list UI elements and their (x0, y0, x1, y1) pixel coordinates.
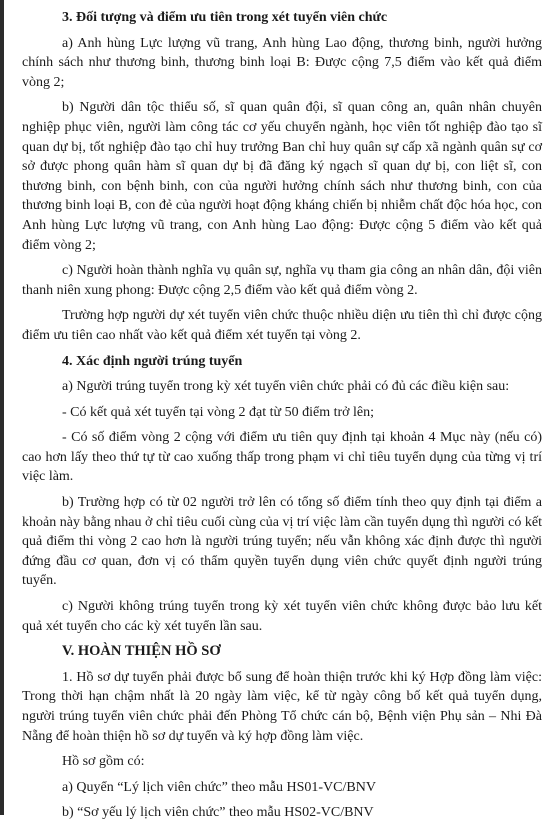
section-v-paragraph-1: 1. Hồ sơ dự tuyển phải được bổ sung để hoàn thiện trước khi ký Hợp đồng làm việc: Trong thời hạn chậm nhất là 20 ngày làm việc, kể từ ngày công bố kết quả tuyển dụng, người trúng tuyển viên chức phải đến Phòng Tổ chức cán bộ, Bệnh viện Phụ sản – Nhi Đà Nẵng để hoàn thiện hồ sơ dự tuyển và ký hợp đồng làm việc. (22, 669, 542, 744)
section-v-intro: Hồ sơ gồm có: (62, 754, 145, 770)
scan-edge-bar (0, 0, 4, 815)
section-4-heading: 4. Xác định người trúng tuyển (62, 353, 243, 369)
section-4-item-b: b) Trường hợp có từ 02 người trở lên có tổng số điểm tính theo quy định tại điểm a khoản này bằng nhau ở chỉ tiêu cuối cùng của vị trí việc làm cần tuyển dụng thì người có kết quả điểm thi vòng 2 cao hơn là người trúng tuyển; nếu vẫn không xác định được thì người đứng đầu cơ quan, đơn vị có thẩm quyền tuyển dụng viên chức quyết định người trúng tuyển. (22, 495, 542, 589)
section-v-item-a: a) Quyển “Lý lịch viên chức” theo mẫu HS01-VC/BNV (62, 779, 376, 795)
section-3-item-c: c) Người hoàn thành nghĩa vụ quân sự, nghĩa vụ tham gia công an nhân dân, đội viên thanh niên xung phong: Được cộng 2,5 điểm vào kết quả điểm vòng 2. (22, 263, 542, 298)
section-3-note: Trường hợp người dự xét tuyển viên chức thuộc nhiều diện ưu tiên thì chỉ được cộng điểm ưu tiên cao nhất vào kết quả điểm xét tuyển tại vòng 2. (22, 308, 542, 343)
section-4-item-a1: - Có kết quả xét tuyển tại vòng 2 đạt từ 50 điểm trở lên; (62, 404, 375, 420)
section-3-item-a: a) Anh hùng Lực lượng vũ trang, Anh hùng Lao động, thương binh, người hưởng chính sách như thương binh, thương binh loại B: Được cộng 7,5 điểm vào kết quả điểm vòng 2; (22, 35, 542, 90)
section-3-heading: 3. Đối tượng và điểm ưu tiên trong xét tuyển viên chức (62, 10, 388, 25)
section-v-heading: V. HOÀN THIỆN HỒ SƠ (62, 643, 221, 660)
section-4-item-a: a) Người trúng tuyển trong kỳ xét tuyển viên chức phải có đủ các điều kiện sau: (62, 379, 510, 395)
section-v-item-b: b) “Sơ yếu lý lịch viên chức” theo mẫu HS02-VC/BNV (62, 805, 374, 821)
section-3-item-b: b) Người dân tộc thiểu số, sĩ quan quân đội, sĩ quan công an, quân nhân chuyên nghiệp phục viên, người làm công tác cơ yếu chuyển ngành, học viên tốt nghiệp đào tạo sĩ quan dự bị, tốt nghiệp đào tạo chỉ huy trưởng Ban chỉ huy quân sự cấp xã ngành quân sự cơ sở được phong quân hàm sĩ quan dự bị đã đăng ký ngạch sĩ quan dự bị, con liệt sĩ, con thương binh, con bệnh binh, con của người hưởng chính sách như thương binh, con của thương binh loại B, con đẻ của người hoạt động kháng chiến bị nhiễm chất độc hóa học, con Anh hùng Lực lượng vũ trang, con Anh hùng Lao động: Được cộng 5 điểm vào kết quả điểm vòng 2; (22, 100, 542, 253)
section-4-item-c: c) Người không trúng tuyển trong kỳ xét tuyển viên chức không được bảo lưu kết quả xét tuyển cho các kỳ xét tuyển lần sau. (22, 599, 542, 634)
section-4-item-a2: - Có số điểm vòng 2 cộng với điểm ưu tiên quy định tại khoản 4 Mục này (nếu có) cao hơn lấy theo thứ tự từ cao xuống thấp trong phạm vi chỉ tiêu tuyển dụng của từng vị trí việc làm. (22, 430, 542, 485)
